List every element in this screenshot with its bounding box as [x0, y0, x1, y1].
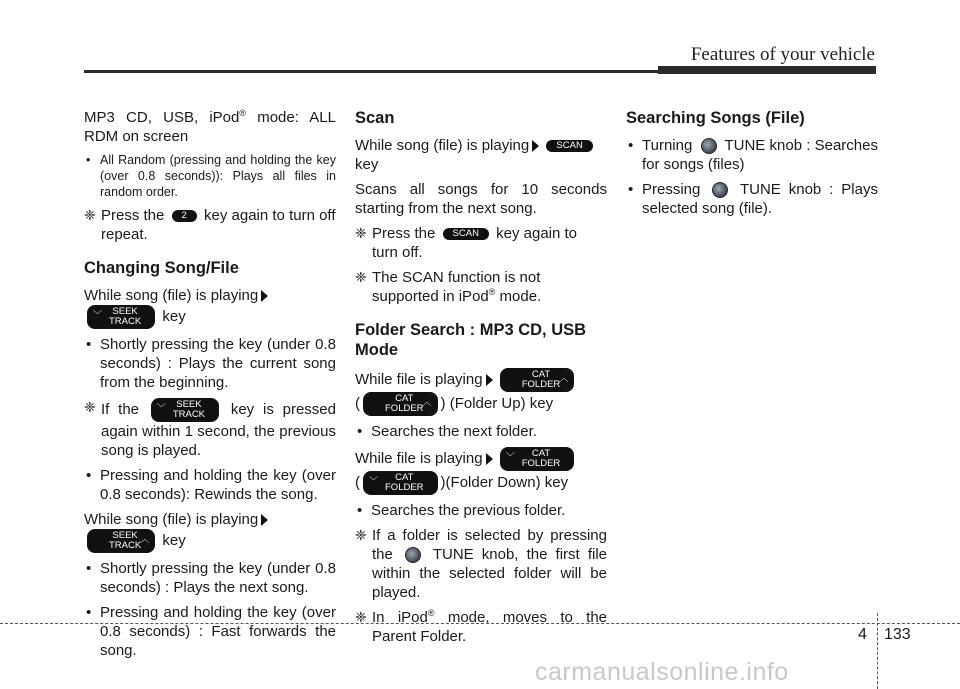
column-3 — [626, 108, 878, 224]
seek-track-down-button: ﹀ SEEK TRACK — [87, 305, 155, 329]
triangle-icon — [532, 140, 539, 152]
search-heading: Searching Songs (File) — [626, 109, 805, 127]
header-rule — [84, 70, 876, 73]
seek-track-up-button: ︿ SEEK TRACK — [87, 529, 155, 553]
tune-knob-icon — [405, 547, 421, 563]
scan-button-2: SCAN — [443, 228, 489, 240]
short-press-current: • Shortly pressing the key (under 0.8 seconds) : Plays the current song from the beginning. — [86, 336, 336, 391]
repeat-note: ❈ Press the 2 key again to turn off repeat. — [84, 207, 336, 243]
next-folder-bullet: • Searches the next folder. — [357, 423, 537, 440]
while-playing-up: While song (file) is playing ︿ SEEK TRACK key — [84, 510, 336, 553]
header-title: Features of your vehicle — [690, 44, 875, 65]
folder-heading: Folder Search : MP3 CD, USB Mode — [355, 321, 587, 359]
changing-heading: Changing Song/File — [84, 259, 239, 277]
scan-button: SCAN — [546, 140, 592, 152]
cat-folder-up-button-2: ︿ CAT FOLDER — [363, 392, 438, 416]
cat-folder-down-button: ﹀ CAT FOLDER — [500, 447, 575, 471]
tune-knob-icon — [712, 182, 728, 198]
scans-all-text: Scans all songs for 10 seconds starting from the next song. — [355, 181, 607, 217]
page-number: 133 — [884, 626, 911, 643]
column-2 — [355, 108, 607, 652]
rewind-bullet: • Pressing and holding the key (over 0.8 seconds): Rewinds the song. — [86, 467, 336, 503]
turning-bullet: • Turning TUNE knob : Searches for songs (files) — [628, 137, 878, 173]
while-playing-down: While song (file) is playing ﹀ SEEK TRACK key — [84, 286, 336, 329]
ipod-parent-note: ❈ In iPod® mode, moves to the Parent Folder. — [355, 608, 608, 645]
pressing-bullet: • Pressing TUNE knob : Plays selected song (file). — [628, 181, 878, 217]
triangle-icon — [486, 374, 493, 386]
scan-off-note: ❈ Press the SCAN key again to turn off. — [355, 225, 578, 261]
watermark: carmanualsonline.info — [535, 658, 789, 686]
column-1 — [84, 108, 336, 666]
folder-selected-note: ❈ If a folder is selected by pressing the TUNE knob, the first file within the selected folder will be played. — [355, 527, 607, 601]
seek-track-button: ﹀ SEEK TRACK — [151, 398, 219, 422]
intro-text: MP3 CD, USB, iPod® mode: ALL RDM on screen — [84, 108, 336, 145]
cat-folder-down-button-2: ﹀ CAT FOLDER — [363, 471, 438, 495]
triangle-icon — [261, 514, 268, 526]
if-pressed-note: ❈ If the ﹀ SEEK TRACK key is pressed again within 1 second, the previous song is played. — [84, 399, 336, 459]
scan-not-supported-note: ❈ The SCAN function is not supported in iPod® mode. — [355, 269, 542, 305]
cat-folder-up-button: ︿ CAT FOLDER — [500, 368, 575, 392]
folder-up-line: While file is playing ︿ CAT FOLDER ( ︿ CAT FOLDER ) (Folder Up) key — [355, 368, 607, 416]
triangle-icon — [261, 290, 268, 302]
prev-folder-bullet: • Searches the previous folder. — [357, 502, 566, 519]
folder-down-line: While file is playing ﹀ CAT FOLDER ( ﹀ CAT FOLDER )(Folder Down) key — [355, 447, 607, 495]
chapter-number: 4 — [858, 626, 867, 643]
tune-knob-icon — [701, 138, 717, 154]
scan-while-playing: While song (file) is playing SCAN key — [355, 136, 607, 174]
triangle-icon — [486, 453, 493, 465]
footer-rule — [0, 623, 960, 624]
random-bullet: • All Random (pressing and holding the key (over 0.8 seconds)): Plays all files in random order. — [86, 153, 336, 199]
short-press-next: • Shortly pressing the key (under 0.8 seconds) : Plays the next song. — [86, 560, 336, 596]
fast-forward-bullet: • Pressing and holding the key (over 0.8 seconds) : Fast forwards the song. — [86, 604, 336, 659]
key-2-button: 2 — [172, 210, 197, 222]
scan-heading: Scan — [355, 109, 395, 127]
footer-divider — [877, 613, 878, 689]
